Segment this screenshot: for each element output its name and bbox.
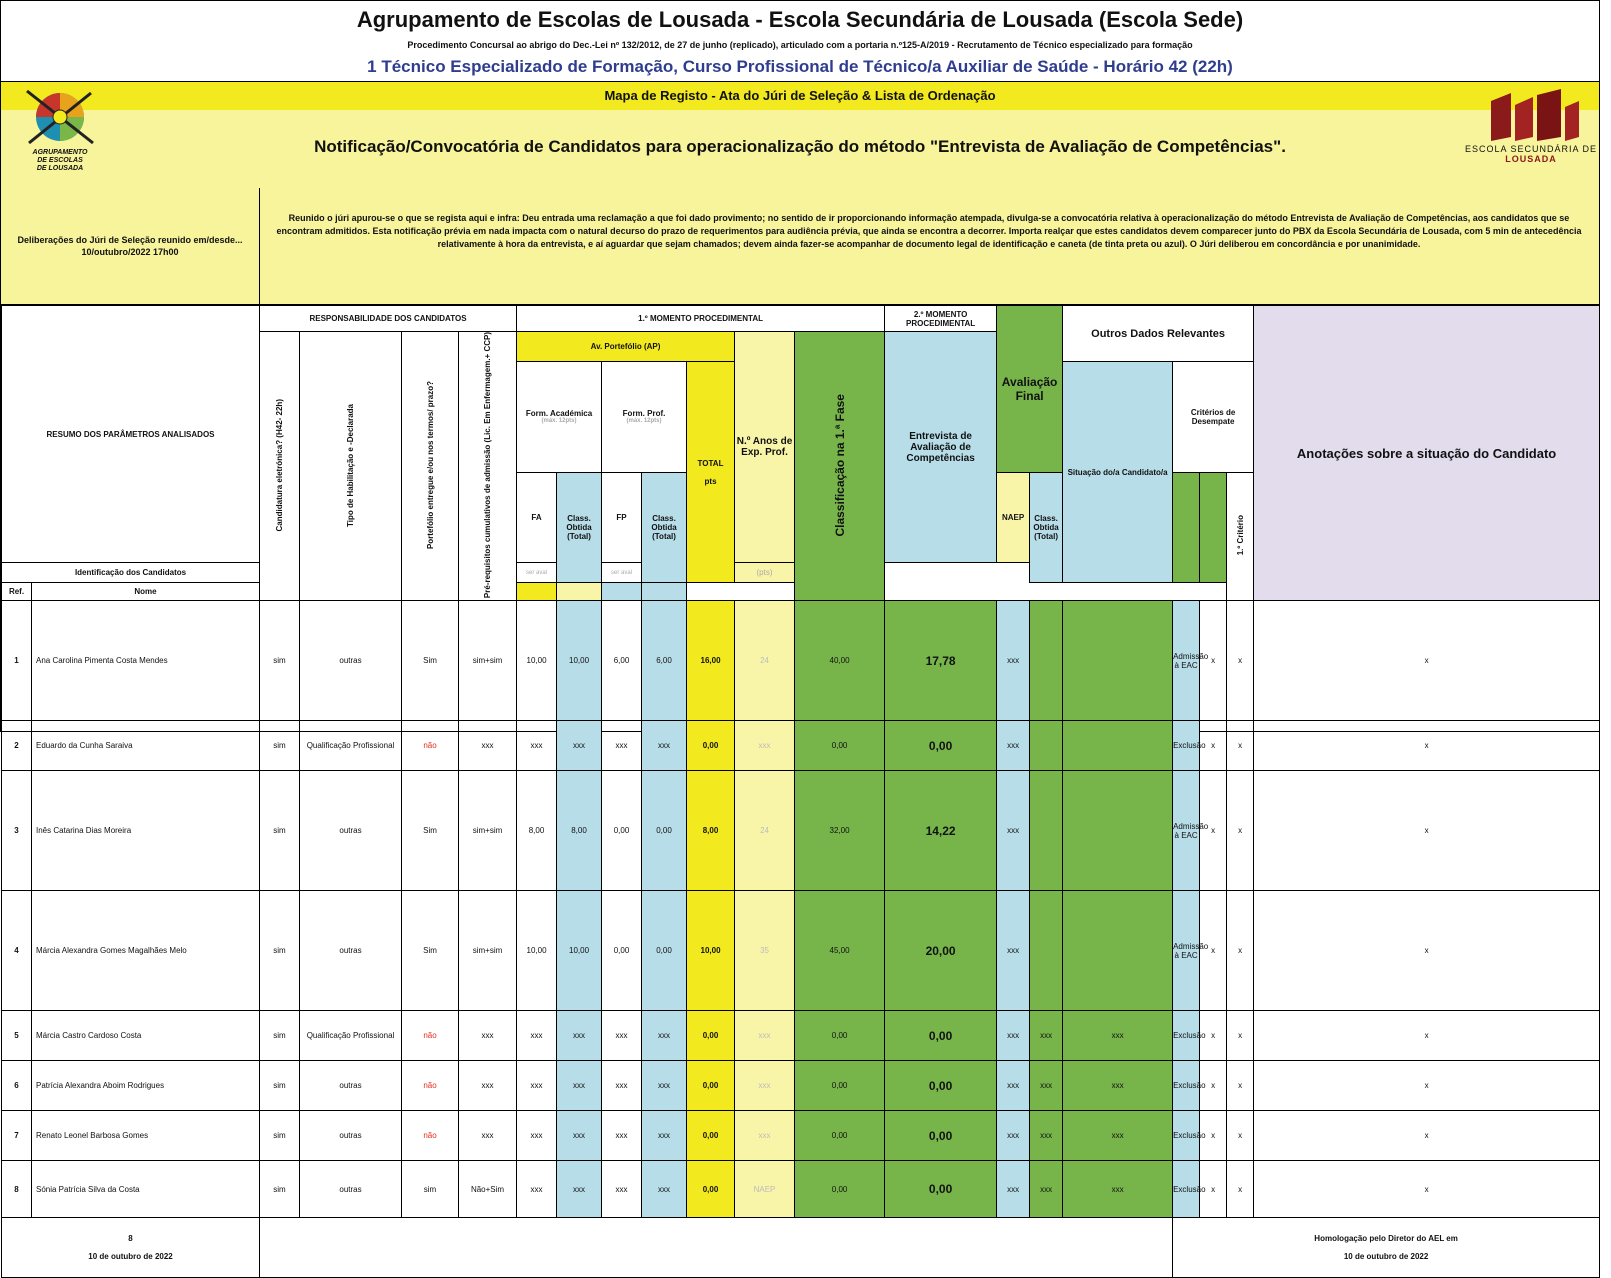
- cell-pre: Não+Sim: [459, 1161, 517, 1218]
- cell-tipo: Qualificação Profissional: [300, 721, 402, 771]
- cell-fac: xxx: [557, 1061, 602, 1111]
- logo-text-line3: DE LOUSADA: [36, 165, 84, 172]
- cell-naepc: 0,00: [795, 1161, 885, 1218]
- cell-total: 8,00: [687, 771, 735, 891]
- cell-k1: x: [1200, 1111, 1227, 1161]
- cell-fa: 10,00: [517, 891, 557, 1011]
- eac-class-header: Class. Obtida (Total): [1030, 472, 1063, 583]
- cell-tipo: outras: [300, 891, 402, 1011]
- cell-port: não: [402, 1011, 459, 1061]
- cell-k2: x: [1227, 1011, 1254, 1061]
- cell-fac: xxx: [557, 1111, 602, 1161]
- eac-header: Entrevista de Avaliação de Competências: [885, 332, 997, 563]
- cell-naepc: 45,00: [795, 891, 885, 1011]
- cell-fa: xxx: [517, 1011, 557, 1061]
- cell-k3: x: [1254, 721, 1600, 771]
- tipo-habilitacao-header: Tipo de Habilitação e -Declarada: [300, 332, 402, 601]
- table-row: [2, 601, 1600, 721]
- criterios-header: Critérios de Desempate: [1173, 362, 1254, 473]
- anotacoes-header: Anotações sobre a situação do Candidato: [1254, 306, 1600, 601]
- cell-fa: 8,00: [517, 771, 557, 891]
- cell-fac: 10,00: [557, 601, 602, 721]
- cell-k1: x: [1200, 721, 1227, 771]
- cell-af1: [1030, 601, 1063, 721]
- cell-naepc: 0,00: [795, 721, 885, 771]
- cell-port: Sim: [402, 891, 459, 1011]
- cell-naepc: 40,00: [795, 601, 885, 721]
- cell-fp: xxx: [602, 721, 642, 771]
- naep-header: NAEP: [997, 472, 1030, 563]
- document-title: Agrupamento de Escolas de Lousada - Escola Secundária de Lousada (Escola Sede): [356, 7, 1244, 32]
- ident-header: Identificação dos Candidatos: [2, 563, 260, 583]
- cell-eac: xxx: [997, 1011, 1030, 1061]
- fa-class-header: Class. Obtida (Total): [557, 472, 602, 583]
- cell-nome: Márcia Alexandra Gomes Magalhães Melo: [32, 891, 260, 1011]
- cell-cand: sim: [260, 1111, 300, 1161]
- cell-cand: sim: [260, 1161, 300, 1218]
- cell-fa: xxx: [517, 1061, 557, 1111]
- class-1fase-header: Classificação na 1.ª Fase: [795, 332, 885, 601]
- cell-af1: xxx: [1030, 1111, 1063, 1161]
- cell-k3: x: [1254, 1011, 1600, 1061]
- cell-af2: [1063, 601, 1173, 721]
- avaliacao-final-header: Avaliação Final: [997, 306, 1063, 473]
- cell-tipo: outras: [300, 771, 402, 891]
- cell-eac: xxx: [997, 721, 1030, 771]
- cell-fpc: 6,00: [642, 601, 687, 721]
- portefolio-header: Portefólio entregue e/ou nos termos/ prazo?: [402, 332, 459, 601]
- form-prof-header: Form. Prof. (máx. 12pts): [602, 362, 687, 473]
- cell-fp: xxx: [602, 1111, 642, 1161]
- fp-class-header: Class. Obtida (Total): [642, 472, 687, 583]
- cell-k3: x: [1254, 771, 1600, 891]
- cell-ref: 8: [2, 1161, 32, 1218]
- momento1-header: 1.º MOMENTO PROCEDIMENTAL: [517, 306, 885, 332]
- agrupamento-logo: [15, 85, 105, 181]
- cell-k2: x: [1227, 721, 1254, 771]
- cell-port: não: [402, 1061, 459, 1111]
- cell-cand: sim: [260, 601, 300, 721]
- cell-af2: [1063, 771, 1173, 891]
- cell-cand: sim: [260, 771, 300, 891]
- cell-eac: xxx: [997, 1111, 1030, 1161]
- school-building-icon: [1471, 87, 1591, 143]
- cell-af1: xxx: [1030, 1061, 1063, 1111]
- total-header: TOTAL pts: [687, 362, 735, 583]
- table-row: [2, 771, 1600, 891]
- cell-c1: 0,00: [885, 721, 997, 771]
- cell-ref: 4: [2, 891, 32, 1011]
- outros-dados-header: Outros Dados Relevantes: [1063, 306, 1254, 362]
- cell-k3: x: [1254, 1111, 1600, 1161]
- momento2-header: 2.º MOMENTO PROCEDIMENTAL: [885, 306, 997, 332]
- cell-sit: Exclusão: [1173, 1161, 1200, 1218]
- cell-af2: xxx: [1063, 1061, 1173, 1111]
- prerequisitos-header: Pré-requisitos cumulativos de admissão (Lic. Em Enfermagem.+ CCP): [459, 332, 517, 601]
- cell-tipo: outras: [300, 1061, 402, 1111]
- cell-naep: 24: [735, 601, 795, 721]
- cell-k2: x: [1227, 771, 1254, 891]
- cell-fac: 8,00: [557, 771, 602, 891]
- cell-c1: 0,00: [885, 1111, 997, 1161]
- cell-ref: 6: [2, 1061, 32, 1111]
- cell-fpc: 0,00: [642, 771, 687, 891]
- logo-text-a: ESCOLA SECUNDÁRIA DE: [1464, 144, 1598, 154]
- table-row: [2, 1061, 1600, 1111]
- cell-af1: [1030, 721, 1063, 771]
- cell-ref: 2: [2, 721, 32, 771]
- cell-k3: x: [1254, 1161, 1600, 1218]
- cell-c1: 0,00: [885, 1161, 997, 1218]
- cell-fpc: xxx: [642, 721, 687, 771]
- form-academica-header: Form. Académica (máx. 12pts): [517, 362, 602, 473]
- cell-k1: x: [1200, 1061, 1227, 1111]
- resumo-header: RESUMO DOS PARÂMETROS ANALISADOS: [2, 306, 260, 563]
- cell-af2: xxx: [1063, 1011, 1173, 1061]
- cell-naep: xxx: [735, 1061, 795, 1111]
- af-col1-header: [1173, 472, 1200, 583]
- cell-port: Sim: [402, 771, 459, 891]
- cell-c1: 0,00: [885, 1011, 997, 1061]
- cell-ref: 1: [2, 601, 32, 721]
- criterio1-header: 1.º Critério: [1227, 472, 1254, 601]
- cell-af1: [1030, 771, 1063, 891]
- cell-pre: sim+sim: [459, 601, 517, 721]
- deliberation-section: [1, 188, 1599, 305]
- logo-text-b: LOUSADA: [1505, 154, 1557, 164]
- cell-nome: Renato Leonel Barbosa Gomes: [32, 1111, 260, 1161]
- cell-total: 0,00: [687, 721, 735, 771]
- cell-naep: 35: [735, 891, 795, 1011]
- cell-pre: xxx: [459, 721, 517, 771]
- fp-header: FP: [602, 472, 642, 563]
- cell-k2: x: [1227, 1061, 1254, 1111]
- table-row: [2, 1111, 1600, 1161]
- fp-ser-aval: ser aval: [602, 563, 642, 583]
- cell-fa: xxx: [517, 1111, 557, 1161]
- header-band: [1, 81, 1599, 189]
- cell-fac: xxx: [557, 1161, 602, 1218]
- cell-ref: 5: [2, 1011, 32, 1061]
- cell-nome: Patrícia Alexandra Aboim Rodrigues: [32, 1061, 260, 1111]
- document-subtitle: Procedimento Concursal ao abrigo do Dec.-Lei nº 132/2012, de 27 de junho (replicado), articulado com a portaria n.º125-A/2019 - Recrutamento de Técnico especializado para formação: [407, 40, 1193, 50]
- cell-k3: x: [1254, 891, 1600, 1011]
- cell-nome: Sónia Patrícia Silva da Costa: [32, 1161, 260, 1218]
- cell-fac: xxx: [557, 721, 602, 771]
- cell-naep: xxx: [735, 1011, 795, 1061]
- cell-ref: 3: [2, 771, 32, 891]
- naep-pts: (pts): [735, 563, 795, 583]
- cell-nome: Márcia Castro Cardoso Costa: [32, 1011, 260, 1061]
- cell-k1: x: [1200, 1161, 1227, 1218]
- cell-c1: 14,22: [885, 771, 997, 891]
- cell-fa: xxx: [517, 721, 557, 771]
- cell-fpc: xxx: [642, 1111, 687, 1161]
- cell-k2: x: [1227, 601, 1254, 721]
- cell-sit: Exclusão: [1173, 1111, 1200, 1161]
- cell-fp: xxx: [602, 1161, 642, 1218]
- cell-k1: x: [1200, 891, 1227, 1011]
- cell-k1: x: [1200, 601, 1227, 721]
- cell-port: não: [402, 721, 459, 771]
- cell-cand: sim: [260, 1011, 300, 1061]
- av-portefolio-header: Av. Portefólio (AP): [517, 332, 735, 362]
- af-col2-header: [1200, 472, 1227, 583]
- nome-header: Nome: [32, 583, 260, 601]
- cell-sit: Exclusão: [1173, 1061, 1200, 1111]
- map-title: Mapa de Registo - Ata do Júri de Seleção & Lista de Ordenação: [1, 82, 1599, 110]
- cell-eac: xxx: [997, 771, 1030, 891]
- cell-fp: xxx: [602, 1011, 642, 1061]
- cell-tipo: outras: [300, 601, 402, 721]
- cell-fpc: 0,00: [642, 891, 687, 1011]
- cell-sit: Admissão à EAC: [1173, 771, 1200, 891]
- footer-count: 8: [128, 1234, 133, 1244]
- cell-cand: sim: [260, 891, 300, 1011]
- cell-c1: 17,78: [885, 601, 997, 721]
- table-row: [2, 721, 1600, 771]
- cell-k3: x: [1254, 1061, 1600, 1111]
- escola-logo: [1464, 87, 1598, 182]
- cell-fp: xxx: [602, 1061, 642, 1111]
- cell-k2: x: [1227, 891, 1254, 1011]
- cell-fa: xxx: [517, 1161, 557, 1218]
- cell-port: não: [402, 1111, 459, 1161]
- ref-header: Ref.: [2, 583, 32, 601]
- cell-pre: xxx: [459, 1111, 517, 1161]
- cell-naep: NAEP: [735, 1161, 795, 1218]
- cell-total: 0,00: [687, 1011, 735, 1061]
- cell-naep: xxx: [735, 721, 795, 771]
- document-header: [1, 1, 1599, 81]
- position-title: 1 Técnico Especializado de Formação, Curso Profissional de Técnico/a Auxiliar de Saúde - Horário 42 (22h): [367, 57, 1233, 76]
- deliberation-label: Deliberações do Júri de Seleção reunido em/desde... 10/outubro/2022 17h00: [1, 188, 260, 304]
- candidates-table: [1, 305, 1600, 1278]
- footer-middle: [260, 1218, 1173, 1278]
- situacao-header: Situação do/a Candidato/a: [1063, 362, 1173, 583]
- cell-port: sim: [402, 1161, 459, 1218]
- cell-eac: xxx: [997, 601, 1030, 721]
- cand-eletronica-header: Candidatura eletrónica? (H42- 22h): [260, 332, 300, 601]
- footer-left: [2, 1218, 260, 1278]
- cell-fp: 6,00: [602, 601, 642, 721]
- cell-tipo: outras: [300, 1111, 402, 1161]
- cell-port: Sim: [402, 601, 459, 721]
- footer-date: 10 de outubro de 2022: [88, 1252, 173, 1262]
- cell-k2: x: [1227, 1111, 1254, 1161]
- notification-title: Notificação/Convocatória de Candidatos para operacionalização do método "Entrevista de Avaliação de Competências".: [314, 137, 1286, 156]
- cell-eac: xxx: [997, 891, 1030, 1011]
- cell-fp: 0,00: [602, 891, 642, 1011]
- cell-tipo: Qualificação Profissional: [300, 1011, 402, 1061]
- cell-k3: x: [1254, 601, 1600, 721]
- cell-fpc: xxx: [642, 1161, 687, 1218]
- cell-fp: 0,00: [602, 771, 642, 891]
- deliberation-text: Reunido o júri apurou-se o que se regista aqui e infra: Deu entrada uma reclamação a que foi dado provimento; no sentido de ir proporcionando informação atempada, divulga-se a convocatória relativa à operacionalização do método Entrevista de Avaliação de Competências, aos candidatos que se encontram admitidos. Esta notificação prévia em nada impacta com o natural decurso do prazo de requerimentos para audiência prévia, que ainda se encontra a decorrer. Importa realçar que estes candidatos devem comparecer junto do PBX da Escola Secundária de Lousada, com 5 min de antecedência relativamente à hora da entrevista, e aí aguardar que sejam chamados; devem ainda fazer-se acompanhar de documento legal de identificação e caneta (de tinta preta ou azul). O Júri deliberou em concordância e por unanimidade.: [276, 213, 1582, 249]
- anos-exp-header: N.º Anos de Exp. Prof.: [735, 332, 795, 563]
- cell-pre: xxx: [459, 1011, 517, 1061]
- table-row: [2, 1011, 1600, 1061]
- cell-af1: xxx: [1030, 1011, 1063, 1061]
- cell-fpc: xxx: [642, 1061, 687, 1111]
- cell-k1: x: [1200, 1011, 1227, 1061]
- cell-nome: Ana Carolina Pimenta Costa Mendes: [32, 601, 260, 721]
- cell-total: 10,00: [687, 891, 735, 1011]
- cell-k2: x: [1227, 1161, 1254, 1218]
- cell-naepc: 32,00: [795, 771, 885, 891]
- cell-total: 16,00: [687, 601, 735, 721]
- cell-c1: 0,00: [885, 1061, 997, 1111]
- cell-sit: Admissão à EAC: [1173, 891, 1200, 1011]
- cell-naepc: 0,00: [795, 1111, 885, 1161]
- cell-af2: [1063, 891, 1173, 1011]
- cell-cand: sim: [260, 721, 300, 771]
- cell-total: 0,00: [687, 1061, 735, 1111]
- logo-text-line1: AGRUPAMENTO: [32, 149, 88, 156]
- cell-naepc: 0,00: [795, 1061, 885, 1111]
- cell-sit: Admissão à EAC: [1173, 601, 1200, 721]
- cell-total: 0,00: [687, 1111, 735, 1161]
- cell-af1: [1030, 891, 1063, 1011]
- cell-naep: 24: [735, 771, 795, 891]
- cell-fpc: xxx: [642, 1011, 687, 1061]
- cell-nome: Inês Catarina Dias Moreira: [32, 771, 260, 891]
- cell-naepc: 0,00: [795, 1011, 885, 1061]
- cell-af2: xxx: [1063, 1111, 1173, 1161]
- cell-pre: xxx: [459, 1061, 517, 1111]
- logo-text-line2: DE ESCOLAS: [37, 157, 83, 164]
- cell-pre: sim+sim: [459, 771, 517, 891]
- cell-fac: 10,00: [557, 891, 602, 1011]
- cell-eac: xxx: [997, 1061, 1030, 1111]
- responsabilidade-header: RESPONSABILIDADE DOS CANDIDATOS: [260, 306, 517, 332]
- cell-tipo: outras: [300, 1161, 402, 1218]
- cell-eac: xxx: [997, 1161, 1030, 1218]
- table-row: [2, 1161, 1600, 1218]
- cell-fa: 10,00: [517, 601, 557, 721]
- fa-header: FA: [517, 472, 557, 563]
- cell-sit: Exclusão: [1173, 1011, 1200, 1061]
- cell-k1: x: [1200, 771, 1227, 891]
- cell-ref: 7: [2, 1111, 32, 1161]
- cell-af2: [1063, 721, 1173, 771]
- school-emblem-icon: [15, 85, 105, 149]
- cell-nome: Eduardo da Cunha Saraiva: [32, 721, 260, 771]
- cell-total: 0,00: [687, 1161, 735, 1218]
- cell-fac: xxx: [557, 1011, 602, 1061]
- fa-ser-aval: ser aval: [517, 563, 557, 583]
- cell-af1: xxx: [1030, 1161, 1063, 1218]
- cell-pre: sim+sim: [459, 891, 517, 1011]
- table-row: [2, 891, 1600, 1011]
- cell-cand: sim: [260, 1061, 300, 1111]
- cell-af2: xxx: [1063, 1161, 1173, 1218]
- cell-naep: xxx: [735, 1111, 795, 1161]
- cell-sit: Exclusão: [1173, 721, 1200, 771]
- footer-homologation: Homologação pelo Diretor do AEL em 10 de outubro de 2022: [1173, 1218, 1600, 1278]
- cell-c1: 20,00: [885, 891, 997, 1011]
